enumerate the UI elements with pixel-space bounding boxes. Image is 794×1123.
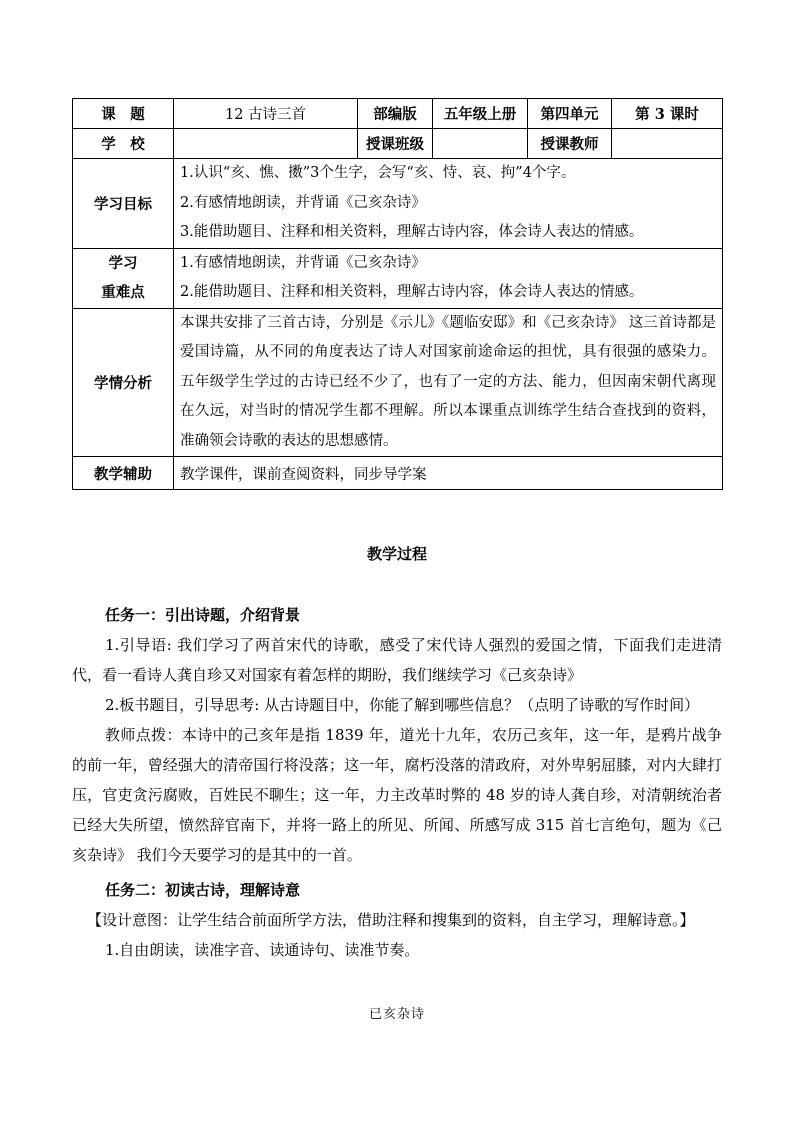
aids-content: 教学课件，课前查阅资料，同步导学案 [174, 457, 723, 490]
goal-item: 2.有感情地朗读，并背诵《己亥杂诗》 [180, 194, 426, 211]
goal-item: 3.能借助题目、注释和相关资料，理解古诗内容，体会诗人表达的情感。 [180, 224, 644, 240]
table-row [73, 308, 723, 457]
analysis-content [174, 308, 723, 457]
grade: 五年级上册 [433, 99, 528, 129]
analysis-label: 学情分析 [73, 308, 174, 457]
period: 第 3 课时 [612, 99, 723, 129]
task2-design-intent: 【设计意图：让学生结合前面所学方法，借助注释和搜集到的资料，自主学习，理解诗意。】 [87, 911, 695, 929]
table-row [73, 129, 723, 159]
key-points-label-line2: 重难点 [101, 284, 145, 301]
lesson-title: 12 古诗三首 [174, 99, 358, 129]
task2-paragraph-1: 1.自由朗读，读准字音、读通诗句、读准节奏。 [105, 941, 420, 959]
task1-paragraph-2: 2.板书题目，引导思考: 从古诗题目中，你能了解到哪些信息？（点明了诗歌的写作时间） [105, 696, 700, 714]
lesson-info-table [72, 98, 723, 490]
key-point-item: 2.能借助题目、注释和相关资料，理解古诗内容，体会诗人表达的情感。 [180, 284, 644, 300]
poem-title: 已亥杂诗 [368, 1007, 425, 1022]
teacher-value [612, 129, 723, 159]
key-points-content [174, 248, 723, 308]
analysis-text: 本课共安排了三首古诗，分别是《示儿》《题临安邸》和《己亥杂诗》 这三首诗都是爱国诗篇，从不同的角度表达了诗人对国家前途命运的担忧，具有很强的感染力。五年级学生学过的古诗已经不少了，也有了一定的方法、能力，但因南宋朝代离现在久远，对当时的情况学生都不理解。所以本课重点训练学生结合查找到的资料，准确领会诗歌的表达的思想感情。 [180, 314, 716, 449]
process-title: 教学过程 [366, 545, 427, 563]
unit: 第四单元 [528, 99, 612, 129]
school-label: 学 校 [73, 129, 174, 159]
goals-label: 学习目标 [73, 159, 174, 249]
table-row [73, 159, 723, 249]
aids-label: 教学辅助 [73, 457, 174, 490]
class-value [433, 129, 528, 159]
goal-item: 1.认识“亥、憔、擞”3个生字，会写“亥、恃、哀、拘”4个字。 [180, 165, 576, 181]
edition: 部编版 [358, 99, 433, 129]
task1-title: 任务一：引出诗题，介绍背景 [105, 606, 301, 624]
table-row [73, 457, 723, 490]
goals-content [174, 159, 723, 249]
task1-paragraph-1: 1.引导语: 我们学习了两首宋代的诗歌，感受了宋代诗人强烈的爱国之情，下面我们走进清代，看一看诗人龚自珍又对国家有着怎样的期盼，我们继续学习《己亥杂诗》 [72, 636, 722, 684]
key-point-item: 1.有感情地朗读，并背诵《己亥杂诗》 [180, 254, 426, 271]
key-points-label-line1: 学习 [108, 254, 138, 272]
task2-title: 任务二：初读古诗，理解诗意 [105, 881, 301, 899]
lesson-label: 课 题 [73, 99, 174, 129]
teaching-process [72, 600, 722, 965]
class-label: 授课班级 [358, 129, 433, 159]
school-value [174, 129, 358, 159]
key-points-label [73, 248, 174, 308]
table-row [73, 248, 723, 308]
table-row [73, 99, 723, 129]
task1-paragraph-3: 教师点拨：本诗中的己亥年是指 1839 年，道光十九年，农历己亥年，这一年，是鸦片战争的前一年，曾经强大的清帝国行将没落；这一年，腐朽没落的清政府，对外卑躬屈膝，对内大肆打压，官吏贪污腐败，百姓民不聊生；这一年，力主改革时弊的 48 岁的诗人龚自珍，对清朝统治者已经大失所望，愤然辞官南下，并将一路上的所见、所闻、所感写成 315 首七言绝句，题为《己亥杂诗》 我们今天要学习的是其中的一首。 [72, 726, 722, 864]
teacher-label: 授课教师 [528, 129, 612, 159]
